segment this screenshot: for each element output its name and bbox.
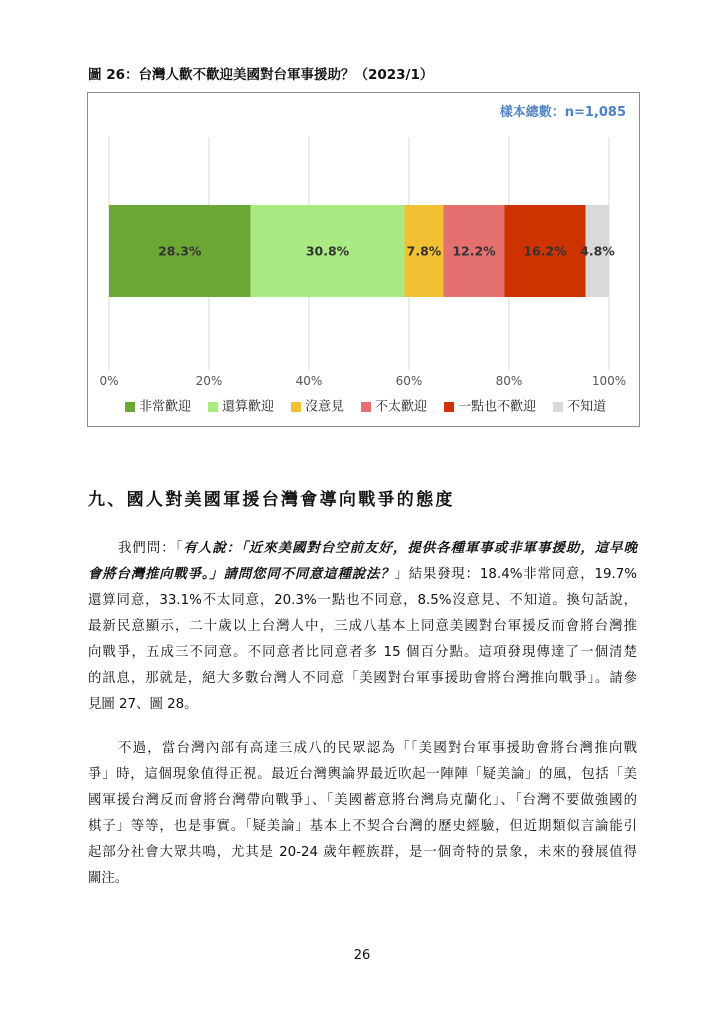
legend-swatch — [208, 402, 218, 412]
paragraph — [88, 536, 637, 718]
bar-value-label: 12.2% — [452, 243, 496, 259]
bar-value-label: 4.8% — [580, 243, 615, 259]
chart-frame — [87, 92, 640, 427]
x-tick-label: 100% — [591, 374, 627, 388]
text-line — [88, 640, 637, 666]
legend-label: 不太歡迎 — [375, 399, 428, 415]
text-span: 的訊息，那就是，絕大多數台灣人不同意「美國對台軍事援助會將台灣推向戰爭」。請參 — [88, 671, 637, 686]
text-line — [88, 666, 637, 692]
paragraph — [88, 736, 637, 892]
text-span: 起部分社會大眾共鳴，尤其是 20-24 歲年輕族群，是一個奇特的景象，未來的發展值得 — [88, 845, 637, 860]
text-span: 向戰爭，五成三不同意。不同意者比同意者多 15 個百分點。這項發現傳達了一個清楚 — [88, 645, 637, 660]
x-tick-label: 60% — [395, 374, 423, 388]
legend-swatch — [444, 402, 454, 412]
text-span: 棋子」等等，也是事實。「疑美論」基本上不契合台灣的歷史經驗，但近期類似言論能引 — [88, 819, 637, 834]
text-line — [88, 536, 637, 562]
legend-label: 沒意見 — [305, 399, 345, 415]
section-heading: 九、國人對美國軍援台灣會導向戰爭的態度 — [88, 490, 455, 510]
text-line — [88, 762, 637, 788]
x-tick-label: 0% — [99, 374, 119, 388]
legend-label: 還算歡迎 — [222, 399, 275, 415]
emphasized-question-text: 會將台灣推向戰爭。」請問您同不同意這種說法？ — [88, 567, 395, 582]
figure-caption: 圖 26：台灣人歡不歡迎美國對台軍事援助？（2023/1） — [88, 67, 434, 83]
text-span: 見圖 27、圖 28。 — [88, 697, 198, 712]
legend-item — [444, 399, 536, 415]
sample-size-note: 樣本總數：n=1,085 — [499, 105, 626, 120]
bar-value-label: 16.2% — [523, 243, 567, 259]
legend-label: 非常歡迎 — [139, 399, 192, 415]
x-tick-label: 40% — [295, 374, 323, 388]
bar-value-label: 7.8% — [406, 243, 442, 259]
text-line — [88, 562, 637, 588]
page-number: 26 — [353, 948, 371, 963]
stacked-bar-chart — [88, 93, 639, 426]
legend-item — [125, 399, 191, 415]
legend-item — [361, 399, 427, 415]
bar-value-label: 30.8% — [305, 243, 350, 259]
text-span: 不過，當台灣內部有高達三成八的民眾認為「「美國對台軍事援助會將台灣推向戰 — [118, 741, 637, 756]
text-span: 關注。 — [88, 871, 129, 886]
emphasized-question-text: 有人說：「近來美國對台空前友好，提供各種軍事或非軍事援助，這早晚 — [183, 541, 637, 556]
legend-item — [553, 400, 606, 415]
text-line — [88, 692, 637, 718]
legend-item — [291, 400, 344, 415]
legend-swatch — [125, 402, 135, 412]
text-line — [88, 736, 637, 762]
text-line — [88, 588, 637, 614]
text-span: 最新民意顯示，二十歲以上台灣人中，三成八基本上同意美國對台軍援反而會將台灣推 — [88, 619, 637, 634]
text-span: 爭」時，這個現象值得正視。最近台灣輿論界最近吹起一陣陣「疑美論」的風，包括「美 — [88, 767, 637, 782]
text-span: 還算同意，33.1%不太同意，20.3%一點也不同意，8.5%沒意見、不知道。換句話說， — [88, 593, 637, 608]
x-tick-label: 80% — [495, 374, 523, 388]
x-tick-label: 20% — [195, 374, 223, 388]
legend-swatch — [291, 402, 301, 412]
text-line — [88, 814, 637, 840]
legend-item — [208, 399, 274, 415]
text-line — [88, 788, 637, 814]
text-span: 我們問：「 — [118, 541, 184, 556]
text-line — [88, 840, 637, 866]
legend-swatch — [553, 402, 563, 412]
legend-swatch — [361, 402, 371, 412]
legend-label: 一點也不歡迎 — [458, 399, 537, 415]
text-line — [88, 866, 637, 892]
text-span: 國軍援台灣反而會將台灣帶向戰爭」、「美國蓄意將台灣烏克蘭化」、「台灣不要做強國的 — [88, 793, 637, 808]
text-line — [88, 614, 637, 640]
legend-label: 不知道 — [567, 399, 607, 415]
text-span: 」結果發現：18.4%非常同意，19.7% — [394, 567, 637, 582]
bar-value-label: 28.3% — [158, 243, 202, 259]
